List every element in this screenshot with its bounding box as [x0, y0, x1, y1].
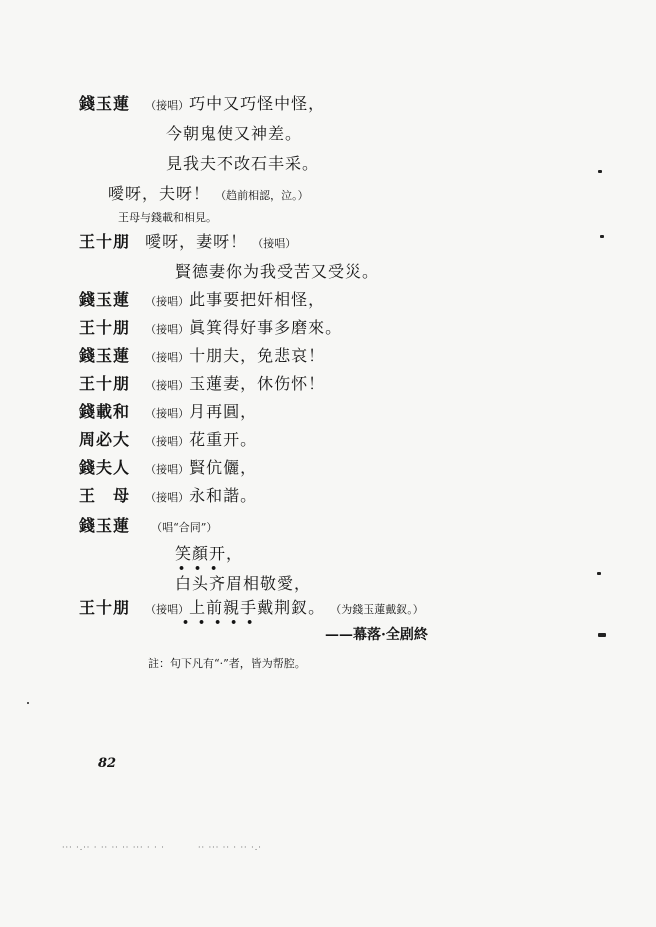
- page-number: 82: [98, 756, 117, 771]
- sung-text: 巧中又巧怪中怪，: [189, 94, 326, 113]
- stage-cue: （接唱）: [145, 407, 190, 420]
- dialogue-line: [79, 96, 325, 112]
- sung-text: 玉蓮妻，休伤怀！: [189, 374, 326, 393]
- speaker-name: 錢夫人: [79, 458, 131, 477]
- sung-text: 賢德妻你为我受苦又受災。: [175, 262, 380, 281]
- chorus-dot: •: [210, 562, 227, 575]
- margin-mark: [27, 702, 29, 704]
- sung-text: 白头齐眉相敬愛，: [175, 574, 312, 593]
- chorus-dot: •: [178, 562, 195, 575]
- sung-text: 見我夫不改石丰采。: [166, 154, 320, 173]
- sung-text: 花重开。: [189, 430, 258, 449]
- sung-text: 永和諧。: [189, 486, 258, 505]
- stage-cue: （接唱）: [145, 463, 190, 476]
- sung-text: 此事要把奸相怪，: [189, 290, 326, 309]
- sung-text: 上前親手戴荆釵。: [189, 598, 326, 617]
- chorus-dot: •: [214, 616, 231, 629]
- stage-cue: （接唱）: [145, 323, 190, 336]
- stage-cue: （接唱）: [145, 603, 190, 616]
- sung-text: 月再圓，: [189, 402, 258, 421]
- chorus-dot: •: [198, 616, 215, 629]
- dialogue-line: [79, 292, 325, 308]
- stage-cue: （接唱）: [145, 491, 190, 504]
- speaker-name: 錢玉蓮: [79, 290, 131, 309]
- stage-cue: （唱“合同”）: [151, 521, 218, 534]
- speaker-name: 錢玉蓮: [79, 346, 131, 365]
- dialogue-line: [79, 234, 296, 250]
- footer-specks: ··· ·.·· · ·· ·· ·· ··· · · ·: [62, 843, 165, 852]
- sung-text: 眞箕得好事多磨來。: [189, 318, 343, 337]
- dialogue-line: [79, 600, 424, 616]
- stage-direction: （趋前相認，泣。）: [215, 189, 309, 202]
- chorus-dot: •: [246, 616, 263, 629]
- dialogue-line: [79, 376, 325, 392]
- speaker-name: 王十朋: [79, 374, 131, 393]
- chorus-dot: •: [182, 616, 199, 629]
- curtain-line: ——幕落·全剧終: [325, 627, 428, 643]
- speaker-name: 錢玉蓮: [79, 516, 131, 535]
- margin-mark: [598, 170, 602, 173]
- sung-text: 笑顏开，: [175, 544, 244, 563]
- dialogue-line: [79, 320, 342, 336]
- chorus-dot: •: [230, 616, 247, 629]
- chorus-dots: [178, 563, 226, 574]
- margin-mark: [597, 572, 601, 575]
- spoken-text: 噯呀，妻呀！: [145, 232, 248, 251]
- speaker-name: 周必大: [79, 430, 131, 449]
- footnote: 註：句下凡有“·”者，皆为帮腔。: [148, 657, 306, 670]
- dialogue-line: [108, 186, 309, 202]
- dialogue-line: [79, 348, 325, 364]
- speaker-name: 王十朋: [79, 318, 131, 337]
- dialogue-line: [79, 432, 257, 448]
- speaker-name: 王 母: [79, 486, 131, 505]
- stage-cue: （接唱）: [145, 379, 190, 392]
- stage-cue: （接唱）: [145, 99, 190, 112]
- stage-cue: （接唱）: [145, 295, 190, 308]
- margin-mark: [598, 633, 606, 637]
- speaker-name: 王十朋: [79, 232, 131, 251]
- stage-cue: （接唱）: [252, 237, 297, 250]
- speaker-name: 錢載和: [79, 402, 131, 421]
- dialogue-line: [79, 518, 217, 534]
- margin-mark: [600, 235, 604, 238]
- speaker-name: 王十朋: [79, 598, 131, 617]
- footer-specks: ·· ··· ·· · ·· ·.·: [198, 843, 262, 852]
- stage-cue: （接唱）: [145, 351, 190, 364]
- stage-direction: 王母与錢載和相見。: [118, 211, 217, 224]
- stage-direction: （为錢玉蓮戴釵。）: [330, 603, 424, 616]
- dialogue-line: [79, 404, 257, 420]
- chorus-dots: [182, 617, 262, 628]
- dialogue-line: [79, 460, 257, 476]
- sung-text: 今朝鬼使又神差。: [166, 124, 303, 143]
- dialogue-line: [79, 488, 257, 504]
- speaker-name: 錢玉蓮: [79, 94, 131, 113]
- sung-text: 十朋夫，免悲哀！: [189, 346, 326, 365]
- stage-cue: （接唱）: [145, 435, 190, 448]
- spoken-text: 噯呀，夫呀！: [108, 184, 211, 203]
- chorus-dot: •: [194, 562, 211, 575]
- sung-text: 賢伉儷，: [189, 458, 258, 477]
